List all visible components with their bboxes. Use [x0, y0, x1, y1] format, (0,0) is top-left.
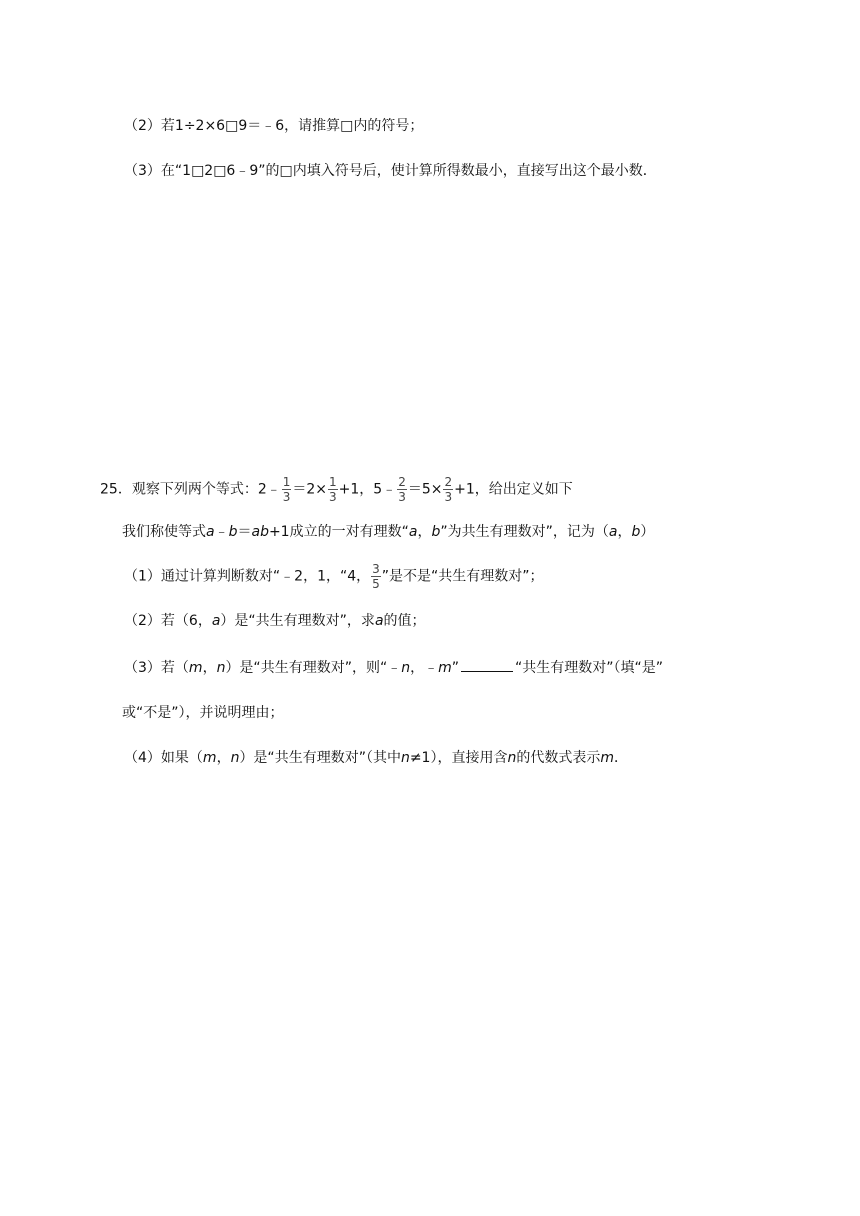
var-m: m — [188, 660, 203, 676]
fraction-two-thirds — [397, 475, 407, 504]
var-b: b — [631, 524, 641, 540]
fraction-denominator: 3 — [282, 490, 291, 504]
q25-part3 — [124, 657, 663, 678]
text: ， — [617, 524, 632, 540]
var-n: n — [401, 660, 411, 676]
q25-stem — [100, 475, 573, 504]
text: ＝ — [237, 524, 252, 540]
text: ， — [417, 524, 432, 540]
answer-blank[interactable] — [461, 657, 513, 672]
q24-part3: （3）在“1□2□6﹣9”的□内填入符号后，使计算所得数最小，直接写出这个最小数． — [124, 163, 657, 179]
text: ）是“共生有理数对”，求 — [220, 613, 375, 629]
fraction-three-fifths — [371, 562, 381, 591]
var-m: m — [600, 750, 614, 766]
text: （2）若（6， — [124, 613, 212, 629]
q25-part2 — [124, 611, 426, 631]
fraction-numerator: 3 — [372, 562, 380, 576]
fraction-two-thirds — [443, 475, 453, 504]
text: +1成立的一对有理数“ — [268, 524, 409, 540]
var-m: m — [438, 660, 452, 676]
fraction-numerator: 1 — [329, 475, 337, 489]
text: （3）若（ — [124, 660, 189, 676]
var-a: a — [211, 613, 221, 629]
q25-eq2-mid: ＝5× — [407, 481, 443, 498]
fraction-numerator: 2 — [444, 475, 453, 489]
q25-stem-suffix: +1，给出定义如下 — [454, 481, 573, 498]
text: 的值； — [383, 613, 426, 629]
q24-part2: （2）若1÷2×6□9＝﹣6，请推算□内的符号； — [124, 118, 424, 134]
var-a: a — [608, 524, 618, 540]
text: 我们称使等式 — [122, 524, 206, 540]
q25-part4 — [124, 748, 628, 768]
var-b: b — [431, 524, 441, 540]
var-n: n — [507, 750, 517, 766]
text: ﹣ — [214, 524, 229, 540]
text: “共生有理数对”（填“是” — [514, 660, 663, 676]
fraction-one-third — [282, 475, 292, 504]
q25-stem-prefix: 25．观察下列两个等式：2﹣ — [100, 481, 281, 498]
text: ， — [202, 660, 217, 676]
fraction-numerator: 1 — [282, 475, 291, 489]
q25-part1 — [124, 562, 544, 591]
text: 的代数式表示 — [516, 750, 601, 766]
text: ” — [451, 660, 459, 676]
text: ） — [640, 524, 655, 540]
fraction-numerator: 2 — [398, 475, 406, 489]
var-n: n — [400, 750, 410, 766]
text: ，﹣ — [410, 660, 439, 676]
text: （4）如果（ — [124, 750, 203, 766]
text: ”为共生有理数对”，记为（ — [440, 524, 609, 540]
q25-eq1-mid: ＝2× — [292, 481, 328, 498]
fraction-one-third — [328, 475, 338, 504]
text: ）是“共生有理数对”，则“﹣ — [225, 660, 402, 676]
text: ． — [613, 750, 628, 766]
q25-eq1-end: +1，5﹣ — [338, 481, 397, 498]
var-m: m — [202, 750, 217, 766]
var-b: b — [228, 524, 238, 540]
var-n: n — [216, 660, 226, 676]
text: ”是不是“共生有理数对”； — [381, 568, 544, 585]
var-a: a — [374, 613, 384, 629]
q25-definition — [122, 522, 654, 542]
fraction-denominator: 3 — [398, 490, 406, 504]
var-ab: ab — [251, 524, 269, 540]
text: （1）通过计算判断数对“﹣2，1，“4， — [124, 568, 371, 585]
var-a: a — [206, 524, 215, 540]
fraction-denominator: 5 — [372, 577, 380, 591]
text: ）是“共生有理数对”（其中 — [239, 750, 401, 766]
var-a: a — [408, 524, 418, 540]
text: ， — [216, 750, 231, 766]
q25-part3-continued: 或“不是”），并说明理由； — [122, 705, 284, 721]
text: ≠1），直接用含 — [409, 750, 508, 766]
var-n: n — [230, 750, 240, 766]
fraction-denominator: 3 — [329, 490, 337, 504]
fraction-denominator: 3 — [444, 490, 453, 504]
